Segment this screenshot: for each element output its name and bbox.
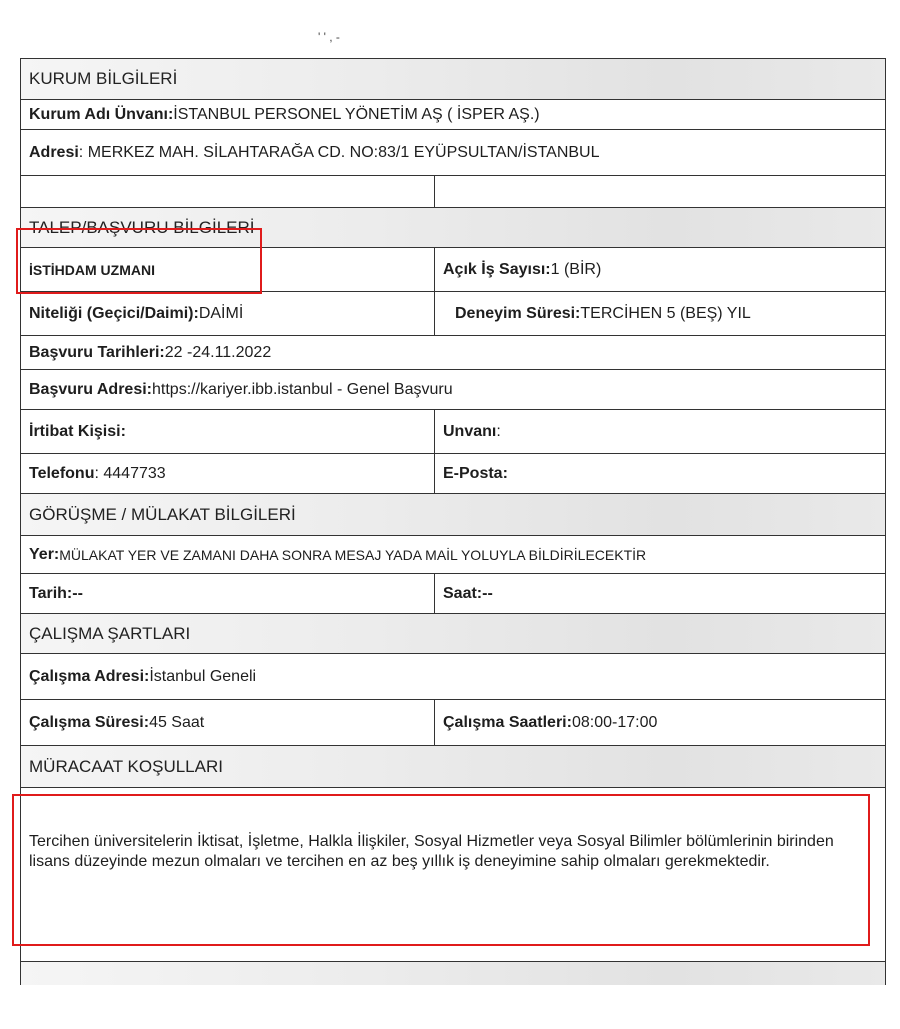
field-label: Unvanı — [443, 422, 497, 440]
field-label: Niteliği (Geçici/Daimi): — [29, 304, 199, 322]
position-title: İSTİHDAM UZMANI — [29, 261, 155, 278]
field-label: Başvuru Tarihleri: — [29, 343, 165, 361]
tarih-row — [20, 336, 886, 370]
field-value: DAİMİ — [198, 304, 244, 322]
yer-row — [20, 536, 886, 574]
section-header-gorusme — [20, 494, 886, 536]
highlight-box-position — [16, 228, 262, 294]
section-header-kurum — [20, 58, 886, 100]
section-title: TALEP/BAŞVURU BİLGİLERİ — [29, 217, 255, 237]
requirements-text: Tercihen üniversitelerin İktisat, İşletme, Halkla İlişkiler, Sosyal Hizmetler veya Sosyal Bilimler bölümlerinin birinden lisans düzeyinde mezun olmaları ve tercihen en az beş yıllık iş deneyimine sahip olmaları gerekmektedir. — [29, 833, 834, 870]
field-value: 45 Saat — [149, 713, 205, 731]
field-label: Saat:-- — [443, 584, 493, 602]
field-value: 1 (BİR) — [550, 260, 602, 278]
section-title: MÜRACAAT KOŞULLARI — [29, 756, 223, 776]
field-label: Açık İş Sayısı: — [443, 260, 551, 278]
field-value: 08:00-17:00 — [571, 713, 658, 731]
nitelik-row — [20, 292, 886, 336]
page-cutoff — [20, 985, 886, 1029]
field-label: Deneyim Süresi: — [455, 304, 581, 322]
field-label: Çalışma Süresi: — [29, 713, 150, 731]
field-label: Çalışma Adresi: — [29, 667, 150, 685]
field-value: TERCİHEN 5 (BEŞ) YIL — [580, 304, 751, 322]
section-header-calisma — [20, 614, 886, 654]
basvuru-adres-row — [20, 370, 886, 410]
field-label: Telefonu — [29, 464, 95, 482]
field-label: Tarih:-- — [29, 584, 83, 602]
section-title: GÖRÜŞME / MÜLAKAT BİLGİLERİ — [29, 504, 296, 524]
calisma-sure-row — [20, 700, 886, 746]
telefon-row — [20, 454, 886, 494]
kurum-adres-row — [20, 130, 886, 176]
section-header-muracaat — [20, 746, 886, 788]
tarih-saat-row — [20, 574, 886, 614]
field-value: İSTANBUL PERSONEL YÖNETİM AŞ ( İSPER AŞ.) — [173, 105, 540, 123]
field-label: Yer: — [29, 545, 60, 563]
field-value: : 4447733 — [94, 464, 166, 482]
field-label: Başvuru Adresi: — [29, 380, 152, 398]
calisma-adres-row — [20, 654, 886, 700]
field-value: MÜLAKAT YER VE ZAMANI DAHA SONRA MESAJ YADA MAİL YOLUYLA BİLDİRİLECEKTİR — [59, 546, 647, 563]
field-label: E-Posta: — [443, 464, 508, 482]
field-value: 22 -24.11.2022 — [164, 343, 272, 361]
highlight-box-requirements — [12, 794, 870, 946]
scan-marks: ' ' , - — [318, 30, 340, 44]
field-label: Adresi — [29, 143, 79, 161]
field-label: Çalışma Saatleri: — [443, 713, 572, 731]
empty-row — [20, 176, 886, 208]
empty-cell — [21, 176, 435, 207]
basvuru-url: https://kariyer.ibb.istanbul - Genel Başvuru — [152, 380, 453, 398]
field-value: : MERKEZ MAH. SİLAHTARAĞA CD. NO:83/1 EYÜPSULTAN/İSTANBUL — [78, 143, 600, 161]
kurum-ad-row — [20, 100, 886, 130]
field-label: Kurum Adı Ünvanı: — [29, 105, 174, 123]
section-title: ÇALIŞMA ŞARTLARI — [29, 623, 191, 643]
field-value: İstanbul Geneli — [149, 667, 257, 685]
field-label: İrtibat Kişisi: — [29, 422, 126, 440]
field-value: : — [496, 422, 501, 440]
section-title: KURUM BİLGİLERİ — [29, 69, 178, 88]
irtibat-row — [20, 410, 886, 454]
